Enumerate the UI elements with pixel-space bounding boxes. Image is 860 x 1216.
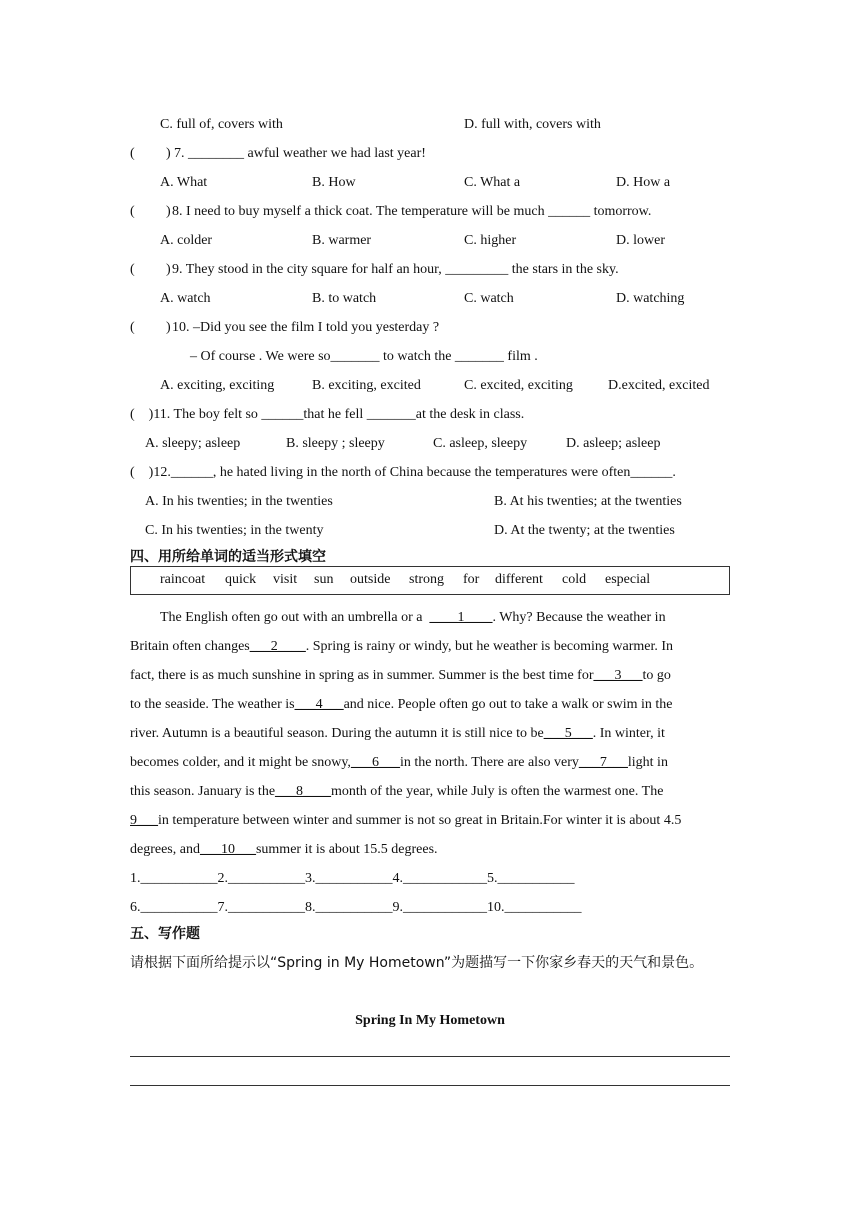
passage-text: to go <box>642 668 671 683</box>
q10-answer-paren: ( <box>130 320 135 335</box>
q9-stem: 9. They stood in the city square for half an hour, _________ the stars in the sky. <box>172 262 619 277</box>
q9-option-a: A. watch <box>160 291 211 306</box>
q9-answer-paren: ( <box>130 262 135 277</box>
q8-answer-paren: ( <box>130 204 135 219</box>
q11-option-d: D. asleep; asleep <box>566 436 661 451</box>
passage-line-7 <box>130 783 663 801</box>
section-5-heading: 五、写作题 <box>130 926 200 942</box>
blank-10[interactable]: ___10___ <box>199 842 256 857</box>
q9-option-d: D. watching <box>616 291 685 306</box>
passage-text: Britain often changes <box>130 639 250 654</box>
q7-option-a: A. What <box>160 175 208 190</box>
q11-option-a: A. sleepy; asleep <box>145 436 241 451</box>
passage-text: fact, there is as much sunshine in spring as in summer. Summer is the best time for <box>130 668 594 683</box>
passage-line-8 <box>130 812 681 830</box>
q11-stem: ( )11. The boy felt so ______that he fell _______at the desk in class. <box>130 407 525 422</box>
writing-title: Spring In My Hometown <box>355 1013 505 1028</box>
passage-line-4 <box>130 696 673 714</box>
blank-3[interactable]: ___3___ <box>593 668 643 683</box>
word-bank-item: different <box>495 572 543 587</box>
q12-stem: ( )12.______, he hated living in the north of China because the temperatures were often______. <box>130 465 676 480</box>
q10-stem: 10. –Did you see the film I told you yesterday ? <box>172 320 440 335</box>
word-bank-item: raincoat <box>160 572 206 587</box>
q10-option-c: C. excited, exciting <box>464 378 573 393</box>
q8-stem: 8. I need to buy myself a thick coat. The temperature will be much ______ tomorrow. <box>172 204 652 219</box>
blank-5[interactable]: ___5___ <box>543 726 593 741</box>
q6-option-d: D. full with, covers with <box>464 117 601 132</box>
q10-option-d: D.excited, excited <box>608 378 710 393</box>
q10-reply: – Of course . We were so_______ to watch the _______ film . <box>190 349 538 364</box>
q11-option-b: B. sleepy ; sleepy <box>286 436 385 451</box>
passage-text: . In winter, it <box>592 726 665 741</box>
q7-option-c: C. What a <box>464 175 521 190</box>
writing-instruction: 请根据下面所给提示以“Spring in My Hometown”为题描写一下你家乡春天的天气和景色。 <box>130 955 704 971</box>
q10-option-b: B. exciting, excited <box>312 378 421 393</box>
q6-option-c: C. full of, covers with <box>160 117 283 132</box>
passage-line-1 <box>160 609 666 627</box>
passage-text: in the north. There are also very <box>399 755 579 770</box>
writing-line[interactable] <box>130 1085 730 1086</box>
passage-text: and nice. People often go out to take a walk or swim in the <box>343 697 673 712</box>
passage-text: . Why? Because the weather in <box>492 610 666 625</box>
answer-row-1[interactable]: 1.___________2.___________3.___________4.____________5.___________ <box>130 871 575 886</box>
q8-paren-close: ) <box>166 204 171 219</box>
q10-option-a: A. exciting, exciting <box>160 378 275 393</box>
blank-9[interactable]: 9___ <box>130 813 158 828</box>
q8-option-a: A. colder <box>160 233 213 248</box>
q12-option-d: D. At the twenty; at the twenties <box>494 523 675 538</box>
word-bank-item: visit <box>273 572 298 587</box>
word-bank-item: cold <box>562 572 587 587</box>
q12-option-c: C. In his twenties; in the twenty <box>145 523 324 538</box>
writing-line[interactable] <box>130 1056 730 1057</box>
blank-7[interactable]: ___7___ <box>578 755 628 770</box>
q10-paren-close: ) <box>166 320 171 335</box>
passage-line-6 <box>130 754 668 772</box>
passage-line-3 <box>130 667 671 685</box>
q12-option-a: A. In his twenties; in the twenties <box>145 494 333 509</box>
q8-option-b: B. warmer <box>312 233 372 248</box>
q9-paren-close: ) <box>166 262 171 277</box>
passage-line-9 <box>130 841 438 859</box>
q7-option-b: B. How <box>312 175 356 190</box>
word-bank-item: for <box>463 572 480 587</box>
passage-text: light in <box>627 755 668 770</box>
passage-text: becomes colder, and it might be snowy, <box>130 755 351 770</box>
passage-text: summer it is about 15.5 degrees. <box>255 842 438 857</box>
blank-1[interactable]: ____1____ <box>429 610 493 625</box>
q7-paren-close: ) <box>166 146 171 161</box>
word-bank-item: especial <box>605 572 651 587</box>
blank-8[interactable]: ___8____ <box>275 784 332 799</box>
word-bank-item: quick <box>225 572 257 587</box>
q12-option-b: B. At his twenties; at the twenties <box>494 494 682 509</box>
passage-text: month of the year, while July is often the warmest one. The <box>331 784 664 799</box>
passage-line-2 <box>130 638 673 656</box>
blank-2[interactable]: ___2____ <box>249 639 306 654</box>
word-bank-item: strong <box>409 572 444 587</box>
q7-stem: 7. ________ awful weather we had last year! <box>174 146 426 161</box>
q8-option-d: D. lower <box>616 233 665 248</box>
blank-6[interactable]: ___6___ <box>350 755 400 770</box>
q11-option-c: C. asleep, sleepy <box>433 436 528 451</box>
q7-answer-paren: ( <box>130 146 135 161</box>
passage-text: to the seaside. The weather is <box>130 697 295 712</box>
q9-option-c: C. watch <box>464 291 514 306</box>
passage-text: The English often go out with an umbrella or a <box>160 610 430 625</box>
q9-option-b: B. to watch <box>312 291 377 306</box>
passage-text: this season. January is the <box>130 784 276 799</box>
q8-option-c: C. higher <box>464 233 517 248</box>
word-bank-box <box>130 566 730 595</box>
word-bank-item: outside <box>350 572 391 587</box>
answer-row-2[interactable]: 6.___________7.___________8.___________9.____________10.___________ <box>130 900 582 915</box>
passage-text: . Spring is rainy or windy, but he weather is becoming warmer. In <box>305 639 674 654</box>
passage-text: in temperature between winter and summer is not so great in Britain.For winter it is about 4.5 <box>158 813 682 828</box>
passage-text: river. Autumn is a beautiful season. During the autumn it is still nice to be <box>130 726 544 741</box>
passage-line-5 <box>130 725 665 743</box>
section-4-heading: 四、用所给单词的适当形式填空 <box>130 549 326 565</box>
blank-4[interactable]: ___4___ <box>294 697 344 712</box>
passage-text: degrees, and <box>130 842 200 857</box>
word-bank-item: sun <box>314 572 334 587</box>
q7-option-d: D. How a <box>616 175 671 190</box>
